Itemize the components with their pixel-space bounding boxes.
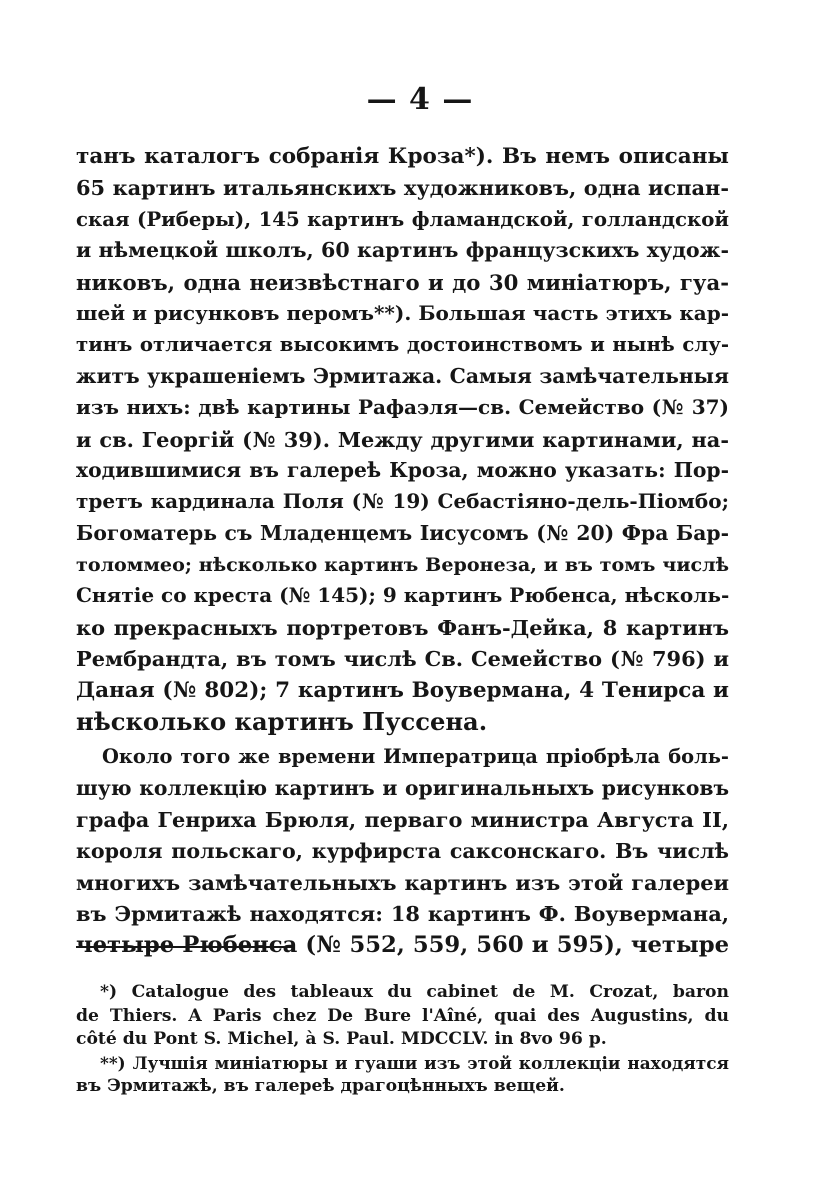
- footnote: [76, 1052, 729, 1099]
- footnote-line: **) Лучшія миніатюры и гуаши изъ этой коллекціи находятся: [100, 1052, 729, 1073]
- text-line: графа Генриха Брюля, перваго министра Августа II,: [76, 807, 729, 833]
- text-line: никовъ, одна неизвѣстнаго и до 30 миніатюръ, гуа-: [76, 269, 729, 295]
- text-line: короля польскаго, курфирста саксонскаго. Въ числѣ: [76, 838, 729, 863]
- paragraph: [76, 141, 729, 737]
- footnote: [76, 981, 729, 1052]
- text-line: въ Эрмитажѣ находятся: 18 картинъ Ф. Воувермана,: [76, 901, 729, 927]
- text-line: и нѣмецкой школъ, 60 картинъ французскихъ худож-: [76, 238, 729, 263]
- text-line: толоммео; нѣсколько картинъ Веронеза, и въ томъ числѣ: [76, 553, 729, 577]
- text-line: шей и рисунковъ перомъ**). Большая часть этихъ кар-: [76, 300, 729, 325]
- text-line: Снятіе со креста (№ 145); 9 картинъ Рюбенса, нѣсколь-: [76, 583, 729, 608]
- text-line: 65 картинъ итальянскихъ художниковъ, одна испан-: [76, 175, 729, 201]
- text-line: Около того же времени Императрица пріобрѣла боль-: [102, 745, 729, 769]
- text-line: Рембрандта, въ томъ числѣ Св. Семейство (№ 796) и: [76, 646, 729, 672]
- text-line: танъ каталогъ собранія Кроза*). Въ немъ описаны: [76, 144, 729, 169]
- footnotes: [76, 981, 729, 1099]
- footnote-line: въ Эрмитажѣ, въ галереѣ драгоцѣнныхъ вещей.: [76, 1076, 565, 1097]
- text-line: и св. Георгій (№ 39). Между другими картинами, на-: [76, 426, 729, 452]
- text-line: третъ кардинала Поля (№ 19) Себастіяно-дель-Піомбо;: [76, 489, 729, 514]
- text-line: ская (Риберы), 145 картинъ фламандской, голландской: [76, 207, 729, 231]
- text-line: ходившимися въ галереѣ Кроза, можно указать: Пор-: [76, 457, 729, 482]
- footnote-line: côté du Pont S. Michel, à S. Paul. MDCCLV. in 8vo 96 p.: [76, 1029, 607, 1050]
- footnote-line: de Thiers. A Paris chez De Bure l'Aîné, quai des Augustins, du: [76, 1005, 729, 1026]
- page-number: — 4 —: [366, 82, 474, 117]
- text-line: изъ нихъ: двѣ картины Рафаэля—св. Семейство (№ 37): [76, 395, 729, 420]
- text-line: тинъ отличается высокимъ достоинствомъ и нынѣ слу-: [76, 333, 729, 357]
- text-line: Богоматерь съ Младенцемъ Іисусомъ (№ 20) Фра Бар-: [76, 520, 729, 545]
- text-line: ко прекрасныхъ портретовъ Фанъ-Дейка, 8 картинъ: [76, 614, 729, 640]
- text-line: многихъ замѣчательныхъ картинъ изъ этой галереи: [76, 869, 729, 895]
- footnote-line: *) Catalogue des tableaux du cabinet de M. Crozat, baron: [100, 982, 729, 1002]
- text-line: житъ украшеніемъ Эрмитажа. Самыя замѣчательныя: [76, 363, 729, 388]
- main-text: [76, 141, 729, 961]
- paragraph: [76, 741, 729, 961]
- text-line: Даная (№ 802); 7 картинъ Воувермана, 4 Тенирса и: [76, 677, 729, 703]
- text-line: шую коллекцію картинъ и оригинальныхъ рисунковъ: [76, 775, 729, 800]
- footnote-separator: [76, 946, 292, 948]
- text-line: четыре Рюбенса (№ 552, 559, 560 и 595), четыре: [76, 931, 729, 958]
- text-line: нѣсколько картинъ Пуссена.: [76, 707, 488, 737]
